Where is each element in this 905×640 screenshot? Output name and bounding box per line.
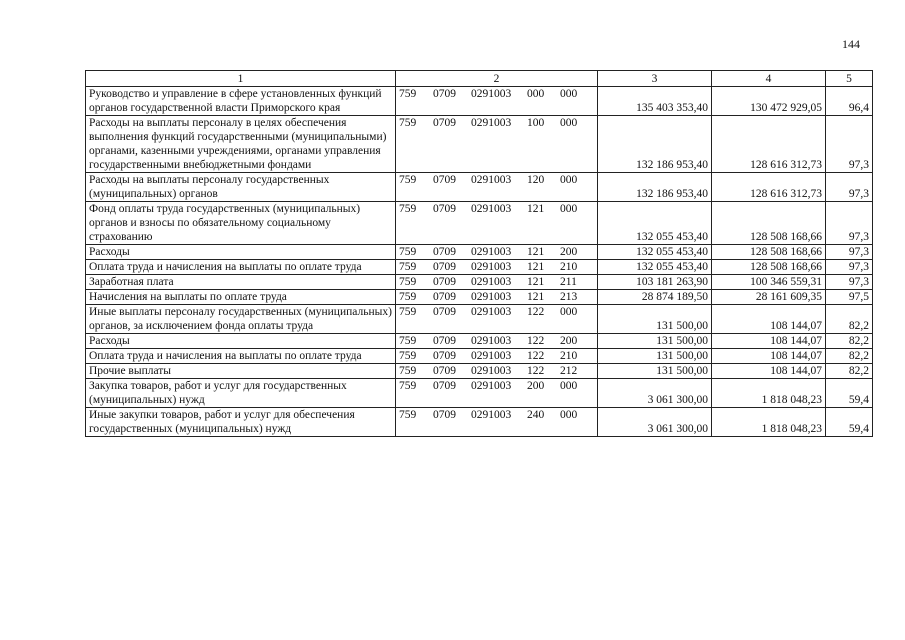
code-part: 0291003 bbox=[471, 276, 512, 288]
page-number: 144 bbox=[842, 37, 860, 51]
row-value-c4: 28 161 609,35 bbox=[712, 290, 826, 305]
code-part: 759 bbox=[399, 88, 417, 100]
row-value-c3: 131 500,00 bbox=[598, 349, 712, 364]
row-value-c3: 131 500,00 bbox=[598, 305, 712, 334]
code-part: 120 bbox=[527, 174, 545, 186]
code-part: 0709 bbox=[433, 276, 456, 288]
code-part: 0291003 bbox=[471, 203, 512, 215]
code-part: 121 bbox=[527, 291, 545, 303]
row-name: Расходы на выплаты персоналу государственных (муниципальных) органов bbox=[86, 173, 396, 202]
row-value-c3: 132 186 953,40 bbox=[598, 116, 712, 173]
code-part: 212 bbox=[560, 365, 578, 377]
code-part: 759 bbox=[399, 380, 417, 392]
code-part: 100 bbox=[527, 117, 545, 129]
table-body bbox=[86, 87, 873, 437]
row-codes bbox=[396, 275, 598, 290]
row-name: Иные выплаты персоналу государственных (муниципальных) органов, за исключением фонда оплаты труда bbox=[86, 305, 396, 334]
code-part: 759 bbox=[399, 291, 417, 303]
table-row bbox=[86, 290, 873, 305]
code-part: 0291003 bbox=[471, 174, 512, 186]
row-value-c3: 131 500,00 bbox=[598, 364, 712, 379]
code-part: 759 bbox=[399, 350, 417, 362]
code-part: 759 bbox=[399, 306, 417, 318]
table-row bbox=[86, 245, 873, 260]
code-part: 121 bbox=[527, 261, 545, 273]
table-row bbox=[86, 275, 873, 290]
row-value-c5: 82,2 bbox=[826, 334, 873, 349]
row-codes bbox=[396, 260, 598, 275]
table-row bbox=[86, 116, 873, 173]
row-value-c3: 3 061 300,00 bbox=[598, 408, 712, 437]
row-value-c3: 103 181 263,90 bbox=[598, 275, 712, 290]
row-value-c5: 59,4 bbox=[826, 408, 873, 437]
code-part: 121 bbox=[527, 246, 545, 258]
code-part: 0291003 bbox=[471, 291, 512, 303]
row-value-c4: 1 818 048,23 bbox=[712, 408, 826, 437]
code-part: 210 bbox=[560, 261, 578, 273]
code-part: 200 bbox=[560, 246, 578, 258]
row-value-c5: 97,3 bbox=[826, 275, 873, 290]
table-header bbox=[86, 71, 873, 87]
code-part: 000 bbox=[560, 306, 578, 318]
row-codes bbox=[396, 408, 598, 437]
table-row bbox=[86, 364, 873, 379]
row-value-c5: 82,2 bbox=[826, 349, 873, 364]
row-value-c4: 108 144,07 bbox=[712, 349, 826, 364]
code-part: 000 bbox=[560, 409, 578, 421]
code-part: 0709 bbox=[433, 117, 456, 129]
header-col-2: 2 bbox=[396, 71, 598, 87]
row-codes bbox=[396, 334, 598, 349]
code-part: 122 bbox=[527, 335, 545, 347]
row-value-c5: 97,3 bbox=[826, 260, 873, 275]
row-value-c3: 135 403 353,40 bbox=[598, 87, 712, 116]
code-part: 0291003 bbox=[471, 117, 512, 129]
row-codes bbox=[396, 116, 598, 173]
row-codes bbox=[396, 364, 598, 379]
row-value-c5: 97,3 bbox=[826, 173, 873, 202]
row-value-c4: 108 144,07 bbox=[712, 334, 826, 349]
row-value-c3: 28 874 189,50 bbox=[598, 290, 712, 305]
table-row bbox=[86, 202, 873, 245]
code-part: 759 bbox=[399, 276, 417, 288]
row-value-c5: 96,4 bbox=[826, 87, 873, 116]
code-part: 000 bbox=[560, 380, 578, 392]
code-part: 0709 bbox=[433, 409, 456, 421]
row-name: Заработная плата bbox=[86, 275, 396, 290]
table-row bbox=[86, 260, 873, 275]
code-part: 213 bbox=[560, 291, 578, 303]
table-row bbox=[86, 349, 873, 364]
code-part: 0291003 bbox=[471, 261, 512, 273]
row-value-c4: 128 508 168,66 bbox=[712, 202, 826, 245]
code-part: 200 bbox=[527, 380, 545, 392]
header-col-4: 4 bbox=[712, 71, 826, 87]
row-value-c5: 82,2 bbox=[826, 305, 873, 334]
row-name: Иные закупки товаров, работ и услуг для обеспечения государственных (муниципальных) нужд bbox=[86, 408, 396, 437]
table-row bbox=[86, 87, 873, 116]
code-part: 0709 bbox=[433, 350, 456, 362]
row-name: Руководство и управление в сфере установленных функций органов государственной власти Приморского края bbox=[86, 87, 396, 116]
code-part: 122 bbox=[527, 306, 545, 318]
row-value-c3: 132 186 953,40 bbox=[598, 173, 712, 202]
table-row bbox=[86, 305, 873, 334]
row-name: Прочие выплаты bbox=[86, 364, 396, 379]
code-part: 0709 bbox=[433, 203, 456, 215]
row-value-c3: 131 500,00 bbox=[598, 334, 712, 349]
row-value-c4: 128 508 168,66 bbox=[712, 245, 826, 260]
row-name: Расходы на выплаты персоналу в целях обеспечения выполнения функций государственными (муниципальными) органами, казенными учреждениями, органами управления государственными внебюджетными фондами bbox=[86, 116, 396, 173]
code-part: 000 bbox=[527, 88, 545, 100]
table-row bbox=[86, 379, 873, 408]
code-part: 759 bbox=[399, 365, 417, 377]
code-part: 121 bbox=[527, 276, 545, 288]
code-part: 200 bbox=[560, 335, 578, 347]
row-value-c5: 97,3 bbox=[826, 116, 873, 173]
table-row bbox=[86, 334, 873, 349]
row-codes bbox=[396, 245, 598, 260]
code-part: 0709 bbox=[433, 261, 456, 273]
row-name: Начисления на выплаты по оплате труда bbox=[86, 290, 396, 305]
row-value-c4: 130 472 929,05 bbox=[712, 87, 826, 116]
code-part: 0291003 bbox=[471, 350, 512, 362]
row-value-c5: 97,3 bbox=[826, 245, 873, 260]
code-part: 0709 bbox=[433, 306, 456, 318]
row-value-c5: 59,4 bbox=[826, 379, 873, 408]
code-part: 0291003 bbox=[471, 365, 512, 377]
budget-table bbox=[85, 70, 873, 437]
row-value-c4: 100 346 559,31 bbox=[712, 275, 826, 290]
row-codes bbox=[396, 290, 598, 305]
code-part: 0291003 bbox=[471, 88, 512, 100]
code-part: 0709 bbox=[433, 88, 456, 100]
code-part: 122 bbox=[527, 365, 545, 377]
code-part: 0709 bbox=[433, 291, 456, 303]
code-part: 000 bbox=[560, 203, 578, 215]
code-part: 0709 bbox=[433, 246, 456, 258]
row-value-c5: 82,2 bbox=[826, 364, 873, 379]
row-name: Расходы bbox=[86, 334, 396, 349]
code-part: 759 bbox=[399, 117, 417, 129]
code-part: 759 bbox=[399, 335, 417, 347]
code-part: 0709 bbox=[433, 335, 456, 347]
row-name: Оплата труда и начисления на выплаты по оплате труда bbox=[86, 349, 396, 364]
row-value-c4: 128 508 168,66 bbox=[712, 260, 826, 275]
header-col-3: 3 bbox=[598, 71, 712, 87]
code-part: 240 bbox=[527, 409, 545, 421]
header-col-1: 1 bbox=[86, 71, 396, 87]
code-part: 0291003 bbox=[471, 306, 512, 318]
table-row bbox=[86, 173, 873, 202]
code-part: 000 bbox=[560, 174, 578, 186]
row-name: Оплата труда и начисления на выплаты по оплате труда bbox=[86, 260, 396, 275]
code-part: 211 bbox=[560, 276, 577, 288]
row-value-c5: 97,3 bbox=[826, 202, 873, 245]
row-codes bbox=[396, 202, 598, 245]
code-part: 0291003 bbox=[471, 409, 512, 421]
row-name: Фонд оплаты труда государственных (муниципальных) органов и взносы по обязательному социальному страхованию bbox=[86, 202, 396, 245]
row-value-c5: 97,5 bbox=[826, 290, 873, 305]
code-part: 759 bbox=[399, 203, 417, 215]
row-value-c4: 128 616 312,73 bbox=[712, 116, 826, 173]
code-part: 759 bbox=[399, 246, 417, 258]
code-part: 0291003 bbox=[471, 246, 512, 258]
code-part: 0709 bbox=[433, 380, 456, 392]
row-name: Расходы bbox=[86, 245, 396, 260]
row-codes bbox=[396, 305, 598, 334]
header-col-5: 5 bbox=[826, 71, 873, 87]
code-part: 122 bbox=[527, 350, 545, 362]
code-part: 121 bbox=[527, 203, 545, 215]
code-part: 759 bbox=[399, 174, 417, 186]
code-part: 210 bbox=[560, 350, 578, 362]
code-part: 000 bbox=[560, 117, 578, 129]
code-part: 0709 bbox=[433, 174, 456, 186]
row-value-c4: 108 144,07 bbox=[712, 364, 826, 379]
row-codes bbox=[396, 87, 598, 116]
code-part: 0709 bbox=[433, 365, 456, 377]
code-part: 0291003 bbox=[471, 335, 512, 347]
row-codes bbox=[396, 379, 598, 408]
row-codes bbox=[396, 349, 598, 364]
row-codes bbox=[396, 173, 598, 202]
row-name: Закупка товаров, работ и услуг для государственных (муниципальных) нужд bbox=[86, 379, 396, 408]
row-value-c3: 132 055 453,40 bbox=[598, 260, 712, 275]
row-value-c4: 128 616 312,73 bbox=[712, 173, 826, 202]
table-row bbox=[86, 408, 873, 437]
row-value-c3: 132 055 453,40 bbox=[598, 202, 712, 245]
row-value-c3: 3 061 300,00 bbox=[598, 379, 712, 408]
code-part: 759 bbox=[399, 261, 417, 273]
row-value-c4: 1 818 048,23 bbox=[712, 379, 826, 408]
row-value-c3: 132 055 453,40 bbox=[598, 245, 712, 260]
code-part: 0291003 bbox=[471, 380, 512, 392]
code-part: 000 bbox=[560, 88, 578, 100]
code-part: 759 bbox=[399, 409, 417, 421]
row-value-c4: 108 144,07 bbox=[712, 305, 826, 334]
